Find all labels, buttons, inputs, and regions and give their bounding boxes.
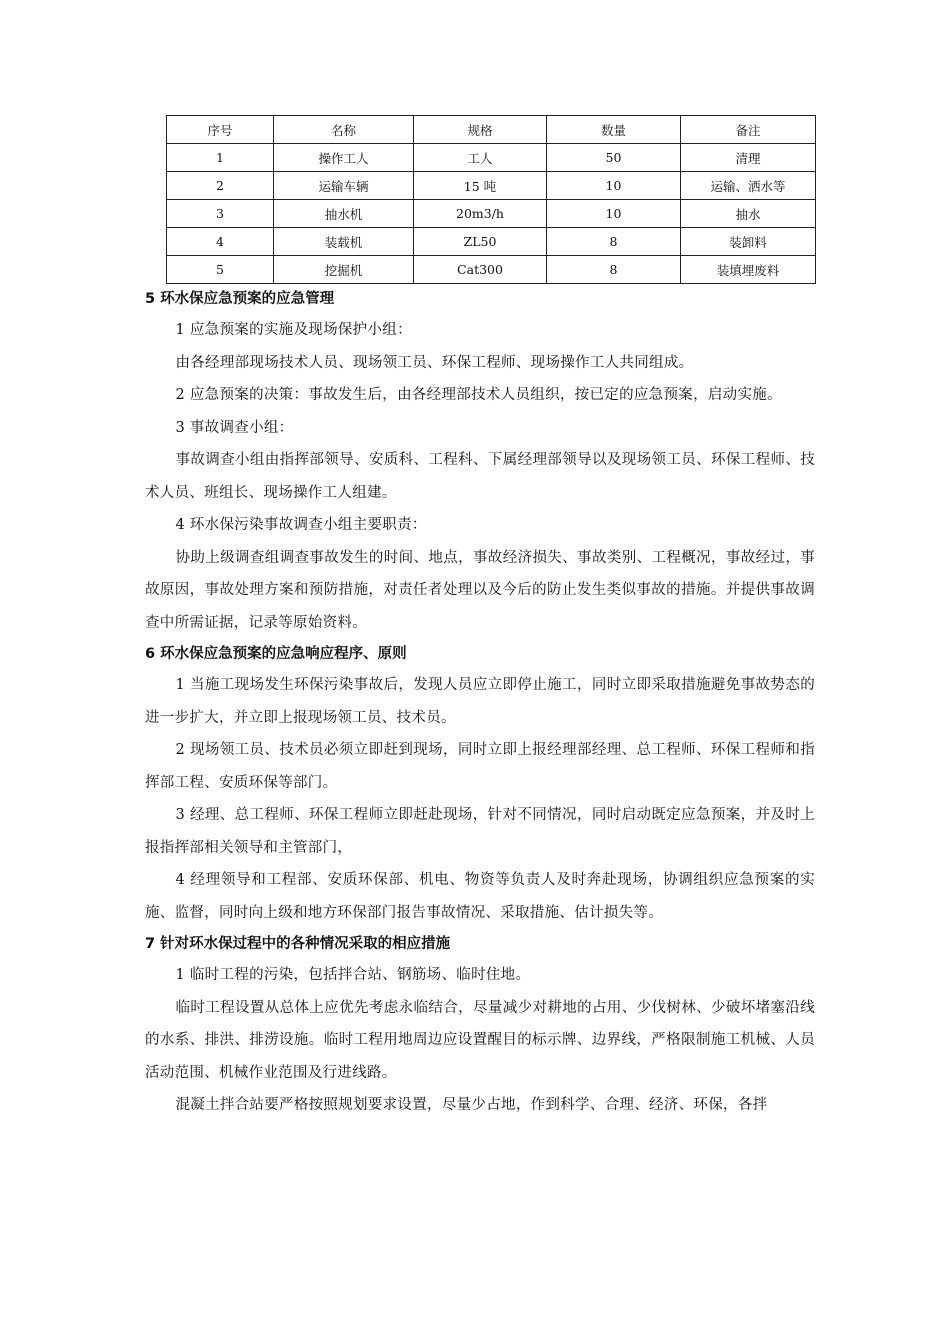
- table-cell: 5: [167, 256, 274, 284]
- table-cell: 装卸料: [681, 228, 816, 256]
- table-cell: 2: [167, 172, 274, 200]
- table-row: [167, 172, 816, 200]
- table-cell: 4: [167, 228, 274, 256]
- paragraph: 4 经理领导和工程部、安质环保部、机电、物资等负责人及时奔赴现场，协调组织应急预案的实施、监督，同时向上级和地方环保部门报告事故情况、采取措施、估计损失等。: [145, 872, 815, 921]
- section-heading: 7 针对环水保过程中的各种情况采取的相应措施: [145, 936, 451, 952]
- paragraph: 2 现场领工员、技术员必须立即赶到现场，同时立即上报经理部经理、总工程师、环保工程师和指挥部工程、安质环保等部门。: [145, 742, 815, 791]
- table-cell: 1: [167, 144, 274, 172]
- paragraph: 由各经理部现场技术人员、现场领工员、环保工程师、现场操作工人共同组成。: [175, 354, 694, 371]
- table-cell: 运输车辆: [274, 172, 414, 200]
- table-cell: 挖掘机: [274, 256, 414, 284]
- paragraph: 4 环水保污染事故调查小组主要职责：: [175, 517, 427, 533]
- paragraph: 1 当施工现场发生环保污染事故后，发现人员应立即停止施工，同时立即采取措施避免事故势态的进一步扩大，并立即上报现场领工员、技术员。: [145, 677, 815, 726]
- paragraph: 2 应急预案的决策：事故发生后，由各经理部技术人员组织，按已定的应急预案，启动实施。: [175, 387, 782, 403]
- table-cell: 3: [167, 200, 274, 228]
- table-cell: 50: [547, 144, 681, 172]
- paragraph: 混凝土拌合站要严格按照规划要求设置，尽量少占地，作到科学、合理、经济、环保，各拌: [175, 1097, 768, 1113]
- table-cell: 8: [547, 256, 681, 284]
- equipment-table: [166, 115, 816, 284]
- table-cell: 抽水机: [274, 200, 414, 228]
- table-header-cell: 数量: [547, 116, 681, 144]
- document-body: [145, 284, 815, 1122]
- section-7: [145, 929, 815, 1122]
- table-header-cell: 规格: [414, 116, 547, 144]
- table-cell: 运输、洒水等: [681, 172, 816, 200]
- table-row: [167, 200, 816, 228]
- table-cell: ZL50: [414, 228, 547, 256]
- table-row: [167, 256, 816, 284]
- table-cell: 20m3/h: [414, 200, 547, 228]
- table-header-cell: 名称: [274, 116, 414, 144]
- paragraph: 协助上级调查组调查事故发生的时间、地点，事故经济损失、事故类别、工程概况，事故经过，事故原因，事故处理方案和预防措施，对责任者处理以及今后的防止发生类似事故的措施。并提供事故调查中所需证据，记录等原始资料。: [145, 549, 815, 631]
- table-header-cell: 备注: [681, 116, 816, 144]
- paragraph: 3 事故调查小组：: [175, 419, 294, 436]
- table-cell: 装载机: [274, 228, 414, 256]
- table-cell: 15 吨: [414, 172, 547, 200]
- table-row: [167, 228, 816, 256]
- table-row: [167, 144, 816, 172]
- table-header-row: [167, 116, 816, 144]
- paragraph: 事故调查小组由指挥部领导、安质科、工程科、下属经理部领导以及现场领工员、环保工程师、技术人员、班组长、现场操作工人组建。: [145, 452, 815, 501]
- paragraph: 1 临时工程的污染，包括拌合站、钢筋场、临时住地。: [175, 967, 531, 983]
- paragraph: 3 经理、总工程师、环保工程师立即赶赴现场，针对不同情况，同时启动既定应急预案，并及时上报指挥部相关领导和主管部门，: [145, 807, 815, 856]
- section-heading: 6 环水保应急预案的应急响应程序、原则: [145, 646, 407, 662]
- section-5: [145, 284, 815, 639]
- table-cell: 10: [547, 200, 681, 228]
- table-cell: 抽水: [681, 200, 816, 228]
- table-cell: 装填埋废料: [681, 256, 816, 284]
- section-heading: 5 环水保应急预案的应急管理: [145, 291, 335, 307]
- table-cell: 8: [547, 228, 681, 256]
- section-6: [145, 639, 815, 929]
- table-cell: 10: [547, 172, 681, 200]
- table-cell: Cat300: [414, 256, 547, 284]
- table-cell: 操作工人: [274, 144, 414, 172]
- paragraph: 1 应急预案的实施及现场保护小组：: [175, 322, 412, 338]
- paragraph: 临时工程设置从总体上应优先考虑永临结合，尽量减少对耕地的占用、少伐树林、少破坏堵塞沿线的水系、排洪、排涝设施。临时工程用地周边应设置醒目的标示牌、边界线，严格限制施工机械、人员活动范围、机械作业范围及行进线路。: [145, 999, 815, 1081]
- table-header-cell: 序号: [167, 116, 274, 144]
- table-cell: 清理: [681, 144, 816, 172]
- table-cell: 工人: [414, 144, 547, 172]
